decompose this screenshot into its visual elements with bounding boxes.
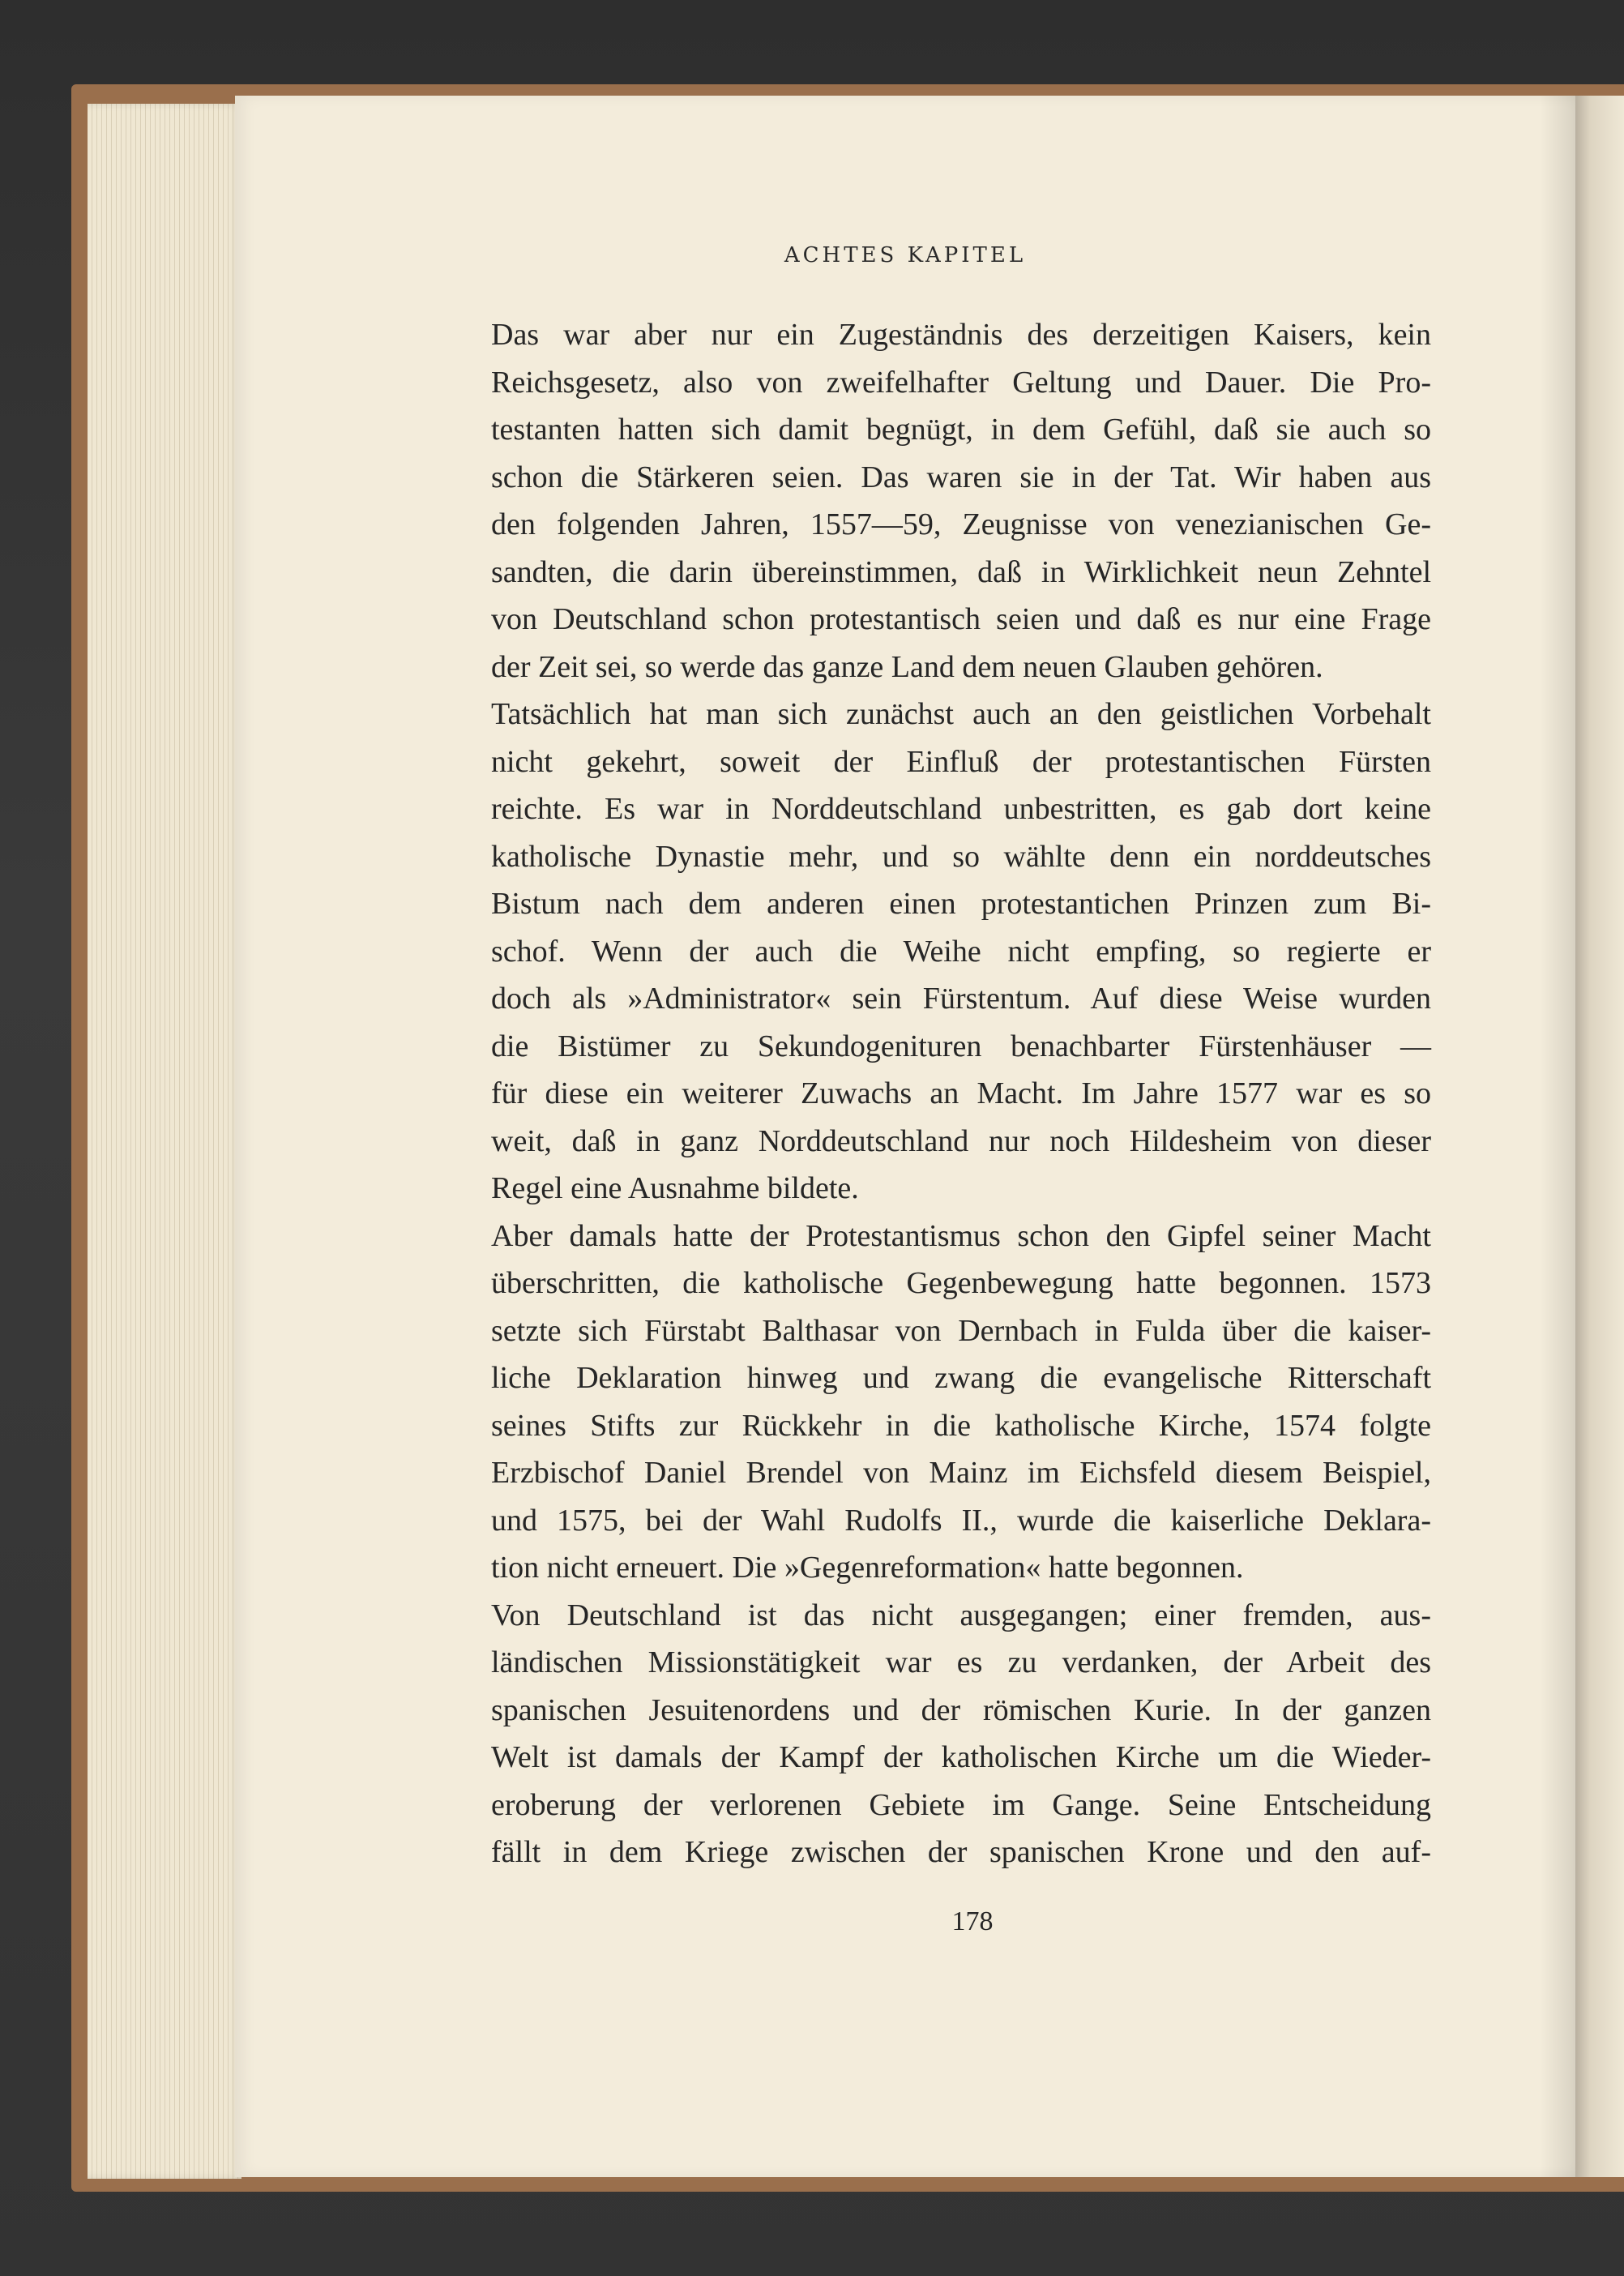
text-line: reichte. Es war in Norddeutschland unbestritten, es gab dort keine — [491, 792, 1431, 826]
text-line: doch als »Administrator« sein Fürstentum. Auf diese Weise wurden — [491, 982, 1431, 1016]
text-line: Erzbischof Daniel Brendel von Mainz im Eichsfeld diesem Beispiel, — [491, 1456, 1431, 1490]
text-line: Welt ist damals der Kampf der katholischen Kirche um die Wieder- — [491, 1740, 1431, 1774]
text-line: schon die Stärkeren seien. Das waren sie in der Tat. Wir haben aus — [491, 460, 1431, 494]
text-line: von Deutschland schon protestantisch seien und daß es nur eine Frage — [491, 602, 1431, 636]
text-line: der Zeit sei, so werde das ganze Land dem neuen Glauben gehören. — [491, 649, 1323, 684]
text-line: die Bistümer zu Sekundogenituren benachbarter Fürstenhäuser — — [491, 1029, 1431, 1063]
text-line: eroberung der verlorenen Gebiete im Gange. Seine Entscheidung — [491, 1787, 1431, 1822]
facing-page-edge — [1575, 96, 1624, 2177]
text-line: setzte sich Fürstabt Balthasar von Dernbach in Fulda über die kaiser- — [491, 1313, 1431, 1348]
text-line: Reichsgesetz, also von zweifelhafter Geltung und Dauer. Die Pro- — [491, 365, 1431, 400]
text-line: Bistum nach dem anderen einen protestantichen Prinzen zum Bi- — [491, 887, 1431, 921]
text-line: Das war aber nur ein Zugeständnis des derzeitigen Kaisers, kein — [491, 318, 1431, 352]
text-line: Aber damals hatte der Protestantismus schon den Gipfel seiner Macht — [491, 1218, 1431, 1253]
text-line: tion nicht erneuert. Die »Gegenreformation« hatte begonnen. — [491, 1551, 1244, 1585]
text-line: den folgenden Jahren, 1557—59, Zeugnisse von venezianischen Ge- — [491, 507, 1431, 541]
text-line: fällt in dem Kriege zwischen der spanischen Krone und den auf- — [491, 1835, 1431, 1869]
text-line: weit, daß in ganz Norddeutschland nur noch Hildesheim von dieser — [491, 1123, 1431, 1158]
body-text — [491, 311, 1431, 1876]
text-line: seines Stifts zur Rückkehr in die katholische Kirche, 1574 folgte — [491, 1408, 1431, 1443]
page-edges — [88, 104, 241, 2179]
text-line: spanischen Jesuitenordens und der römischen Kurie. In der ganzen — [491, 1692, 1431, 1727]
text-line: testanten hatten sich damit begnügt, in dem Gefühl, daß sie auch so — [491, 413, 1431, 447]
text-line: Von Deutschland ist das nicht ausgegangen; einer fremden, aus- — [491, 1598, 1431, 1632]
text-line: Regel eine Ausnahme bildete. — [491, 1171, 859, 1205]
text-line: überschritten, die katholische Gegenbewegung hatte begonnen. 1573 — [491, 1266, 1431, 1300]
text-line: und 1575, bei der Wahl Rudolfs II., wurde die kaiserliche Deklara- — [491, 1503, 1431, 1538]
gutter-shadow — [1540, 96, 1579, 2177]
text-line: nicht gekehrt, soweit der Einfluß der protestantischen Fürsten — [491, 744, 1431, 779]
text-line: liche Deklaration hinweg und zwang die evangelische Ritterschaft — [491, 1361, 1431, 1395]
text-line: sandten, die darin übereinstimmen, daß in Wirklichkeit neun Zehntel — [491, 554, 1431, 589]
text-line: ländischen Missionstätigkeit war es zu verdanken, der Arbeit des — [491, 1645, 1431, 1679]
page-number: 178 — [951, 1906, 994, 1936]
text-line: für diese ein weiterer Zuwachs an Macht. Im Jahre 1577 war es so — [491, 1076, 1431, 1110]
text-line: katholische Dynastie mehr, und so wählte denn ein norddeutsches — [491, 839, 1431, 874]
running-head: ACHTES KAPITEL — [784, 243, 1027, 267]
text-line: schof. Wenn der auch die Weihe nicht empfing, so regierte er — [491, 934, 1431, 969]
text-line: Tatsächlich hat man sich zunächst auch an den geistlichen Vorbehalt — [491, 697, 1431, 731]
